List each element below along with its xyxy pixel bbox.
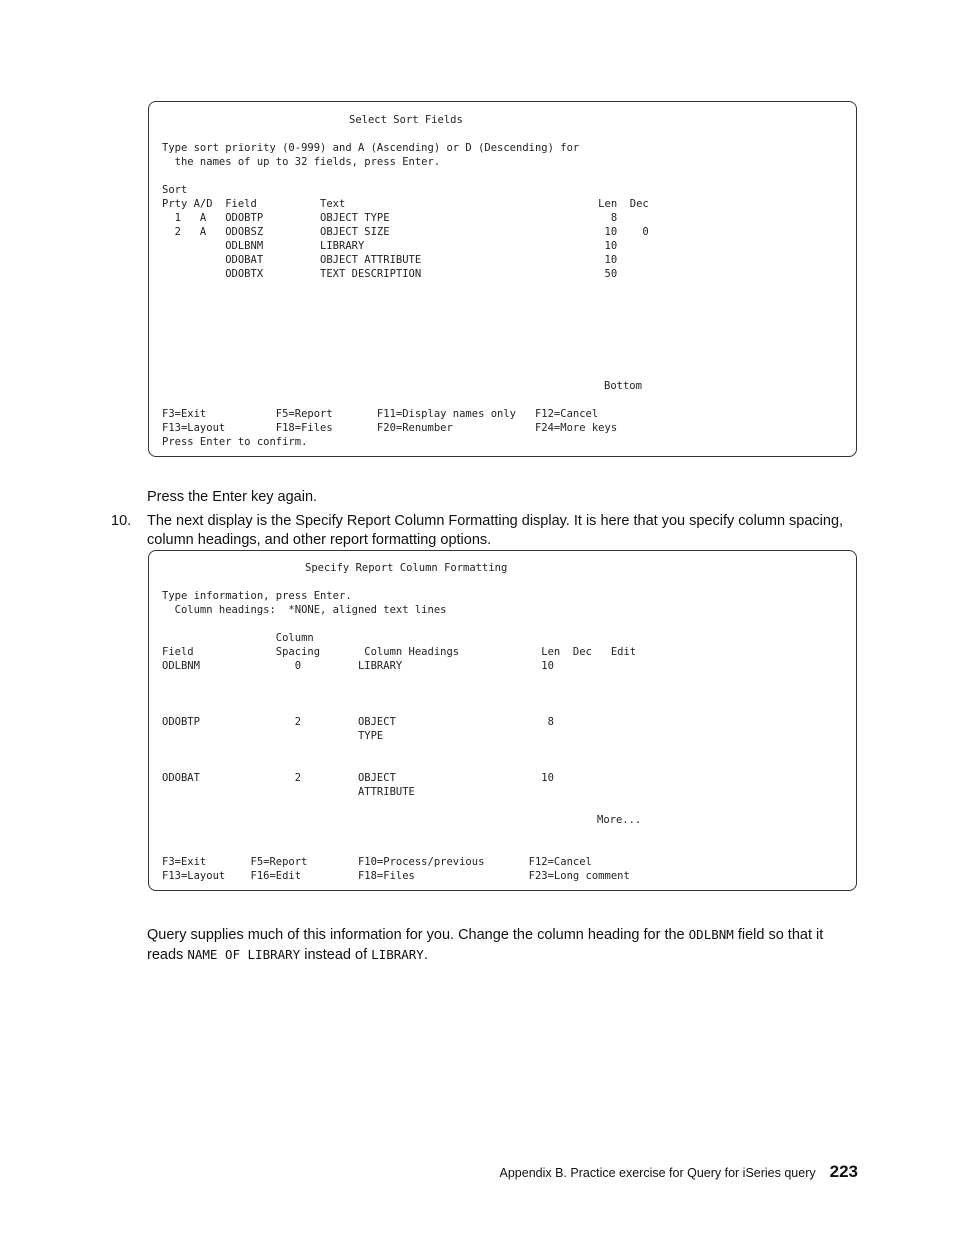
function-keys[interactable]: F3=Exit F5=Report F10=Process/previous F12=Cancel [162,856,592,868]
field-row[interactable]: ODLBNM 0 LIBRARY 10 [162,660,554,672]
field-row[interactable]: TYPE [162,730,384,742]
function-keys[interactable]: F13=Layout F18=Files F20=Renumber F24=More keys [162,422,618,434]
field-name-code: ODLBNM [688,927,734,942]
press-enter-again-text: Press the Enter key again. [147,489,318,505]
function-keys[interactable]: F13=Layout F16=Edit F18=Files F23=Long comment [162,870,630,882]
step-number: 10. [111,513,132,529]
column-header: Column [162,632,314,644]
instruction-line: Column headings: *NONE, aligned text lines [162,604,447,616]
field-row[interactable]: ODOBAT 2 OBJECT 10 [162,772,554,784]
function-keys[interactable]: F3=Exit F5=Report F11=Display names only F12=Cancel [162,408,599,420]
confirm-message: Press Enter to confirm. [162,436,308,448]
field-row[interactable]: 1 A ODOBTP OBJECT TYPE 8 [162,212,618,224]
closing-text: instead of [300,947,372,963]
footer-text: Appendix B. Practice exercise for Query for iSeries query [499,1166,816,1180]
screen-title: Specify Report Column Formatting [305,562,508,574]
instruction-line: Type information, press Enter. [162,590,352,602]
field-row[interactable]: ODOBTX TEXT DESCRIPTION 50 [162,268,618,280]
column-header: Field Spacing Column Headings Len Dec Edit [162,646,637,658]
more-indicator: More... [597,814,642,826]
field-row[interactable]: ODOBTP 2 OBJECT 8 [162,716,554,728]
select-sort-fields-screen [148,101,857,457]
closing-paragraph [147,925,857,965]
instruction-line: Type sort priority (0-999) and A (Ascending) or D (Descending) for [162,142,580,154]
column-header: Sort [162,184,188,196]
specify-report-column-formatting-screen [148,550,857,891]
step-text: The next display is the Specify Report Column Formatting display. It is here that you specify column spacing, column headings, and other report formatting options. [147,513,844,548]
page-footer [500,1162,858,1182]
new-heading-code: NAME OF LIBRARY [187,947,301,962]
field-row[interactable]: ODOBAT OBJECT ATTRIBUTE 10 [162,254,618,266]
closing-text: . [423,947,428,963]
old-heading-code: LIBRARY [371,947,424,962]
instruction-line: the names of up to 32 fields, press Enter. [162,156,441,168]
field-row[interactable]: 2 A ODOBSZ OBJECT SIZE 10 0 [162,226,649,238]
closing-text: Query supplies much of this information for you. Change the column heading for the [147,927,689,943]
closing-text: field so that it reads [147,927,824,963]
field-row[interactable]: ATTRIBUTE [162,786,415,798]
screen-title: Select Sort Fields [349,114,463,126]
page-number: 223 [829,1162,858,1181]
bottom-indicator: Bottom [604,380,642,392]
column-header: Prty A/D Field Text Len Dec [162,198,649,210]
field-row[interactable]: ODLBNM LIBRARY 10 [162,240,618,252]
